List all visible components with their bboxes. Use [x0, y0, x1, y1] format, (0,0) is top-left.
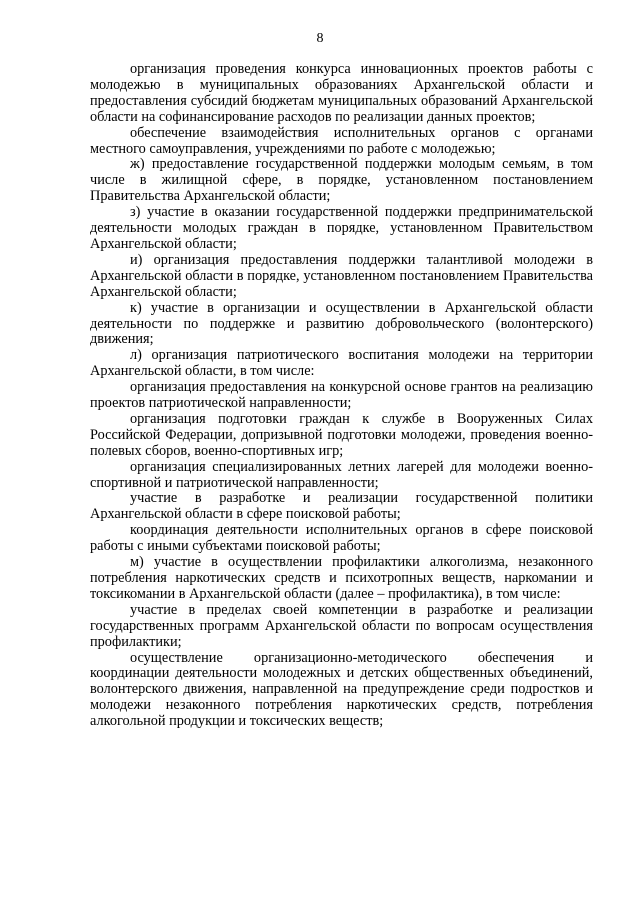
paragraph-item-l: л) организация патриотического воспитания молодежи на территории Архангельской области, в том числе:	[90, 347, 593, 380]
paragraph-search-coordination: координация деятельности исполнительных органов в сфере поисковой работы с иными субъектами поисковой работы;	[90, 522, 593, 555]
paragraph-methodological-support: осуществление организационно-методического обеспечения и координации деятельности молодежных и детских общественных объединений, волонтерского движения, направленной на предупреждение среди подростков и молодежи незаконного потребления наркотических средств, потребления алкогольной продукции и токсических веществ;	[90, 649, 593, 730]
paragraph-search-policy: участие в разработке и реализации государственной политики Архангельской области в сфере поисковой работы;	[90, 490, 593, 523]
paragraph-item-i: и) организация предоставления поддержки талантливой молодежи в Архангельской области в порядке, установленном постановлением Правительства Архангельской области;	[90, 251, 593, 300]
paragraph-item-zh: ж) предоставление государственной поддержки молодым семьям, в том числе в жилищной сфере, в порядке, установленном постановлением Правительства Архангельской области;	[90, 156, 593, 205]
paragraph-grants: организация предоставления на конкурсной основе грантов на реализацию проектов патриотической направленности;	[90, 379, 593, 412]
paragraph-item-k: к) участие в организации и осуществлении в Архангельской области деятельности по поддержке и развитию добровольческого (волонтерского) движения;	[90, 299, 593, 348]
paragraph-contest-organization: организация проведения конкурса инновационных проектов работы с молодежью в муниципальных образованиях Архангельской области и предоставления субсидий бюджетам муниципальных образований Архангельской области на софинансирование расходов по реализации данных проектов;	[90, 61, 593, 125]
document-body	[90, 62, 593, 730]
paragraph-military-training: организация подготовки граждан к службе в Вооруженных Силах Российской Федерации, допризывной подготовки молодежи, проведения военно-полевых сборов, военно-спортивных игр;	[90, 410, 593, 459]
paragraph-item-m: м) участие в осуществлении профилактики алкоголизма, незаконного потребления наркотических средств и психотропных веществ, наркомании и токсикомании в Архангельской области (далее – профилактика), в том числе:	[90, 554, 593, 602]
page-number: 8	[316, 31, 324, 46]
paragraph-interaction: обеспечение взаимодействия исполнительных органов с органами местного самоуправления, учреждениями по работе с молодежью;	[90, 124, 593, 157]
paragraph-state-programs: участие в пределах своей компетенции в разработке и реализации государственных программ Архангельской области по вопросам осуществления профилактики;	[90, 601, 593, 650]
paragraph-summer-camps: организация специализированных летних лагерей для молодежи военно-спортивной и патриотической направленности;	[90, 458, 593, 491]
paragraph-item-z: з) участие в оказании государственной поддержки предпринимательской деятельности молодых граждан в порядке, установленном Правительством Архангельской области;	[90, 204, 593, 252]
